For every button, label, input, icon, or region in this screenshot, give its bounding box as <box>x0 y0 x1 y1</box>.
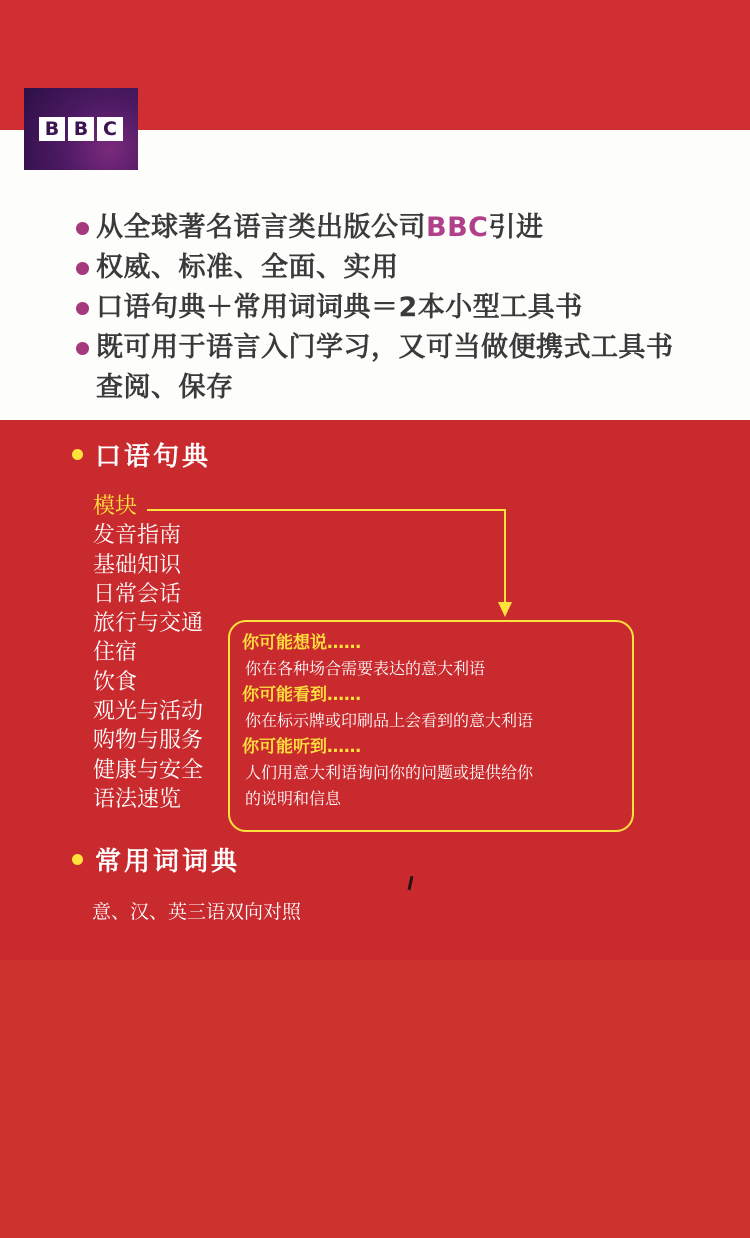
module-item: 购物与服务 <box>93 728 204 754</box>
module-item: 旅行与交通 <box>93 611 204 637</box>
bullet-icon <box>72 854 83 865</box>
module-list-header: 模块 <box>93 494 138 519</box>
dictionary-title: 常用词词典 <box>95 847 241 877</box>
bullet-icon <box>76 302 89 315</box>
module-item: 饮食 <box>93 669 138 695</box>
phrasebook-title: 口语句典 <box>95 442 212 472</box>
callout-answer: 的说明和信息 <box>245 789 342 808</box>
module-item: 观光与活动 <box>93 699 204 725</box>
callout-answer: 你在各种场合需要表达的意大利语 <box>245 659 486 678</box>
feature-item-continuation <box>76 368 736 408</box>
phrasebook-heading <box>72 436 211 473</box>
dictionary-heading <box>72 841 240 878</box>
feature-text: 权威、标准、全面、实用 <box>96 252 399 283</box>
callout-question: 你可能看到…… <box>242 685 361 705</box>
bbc-logo-letter: B <box>39 117 65 141</box>
bottom-red-band <box>0 960 750 1238</box>
bbc-logo-letter: C <box>97 117 123 141</box>
feature-item <box>76 248 736 288</box>
bullet-icon <box>72 449 83 460</box>
feature-text: 从全球著名语言类出版公司 <box>96 212 426 243</box>
callout-question: 你可能听到…… <box>242 737 361 757</box>
feature-text: 口语句典＋常用词词典＝2本小型工具书 <box>96 292 583 323</box>
module-item: 语法速览 <box>93 786 182 812</box>
example-callout <box>228 620 634 832</box>
feature-text: 既可用于语言入门学习，又可当做便携式工具书 <box>96 332 674 363</box>
callout-answer: 你在标示牌或印刷品上会看到的意大利语 <box>245 711 534 730</box>
module-item: 住宿 <box>93 640 138 666</box>
feature-text-end: 引进 <box>488 212 544 243</box>
module-list <box>93 492 203 814</box>
feature-item <box>76 208 736 248</box>
feature-list <box>76 208 736 408</box>
module-item: 基础知识 <box>93 552 182 578</box>
feature-text: 查阅、保存 <box>96 372 234 403</box>
bullet-icon <box>76 222 89 235</box>
callout-question: 你可能想说…… <box>242 633 361 653</box>
callout-answer: 人们用意大利语询问你的问题或提供给你 <box>245 763 534 782</box>
feature-item <box>76 328 736 368</box>
feature-item <box>76 288 736 328</box>
bbc-logo-letter: B <box>68 117 94 141</box>
dictionary-note: 意、汉、英三语双向对照 <box>92 901 302 923</box>
bbc-logo <box>24 88 138 170</box>
feature-highlight: BBC <box>426 212 489 243</box>
bullet-icon <box>76 342 89 355</box>
bullet-icon <box>76 262 89 275</box>
module-item: 健康与安全 <box>93 757 204 783</box>
module-item: 日常会话 <box>93 581 182 607</box>
module-item: 发音指南 <box>93 523 182 549</box>
